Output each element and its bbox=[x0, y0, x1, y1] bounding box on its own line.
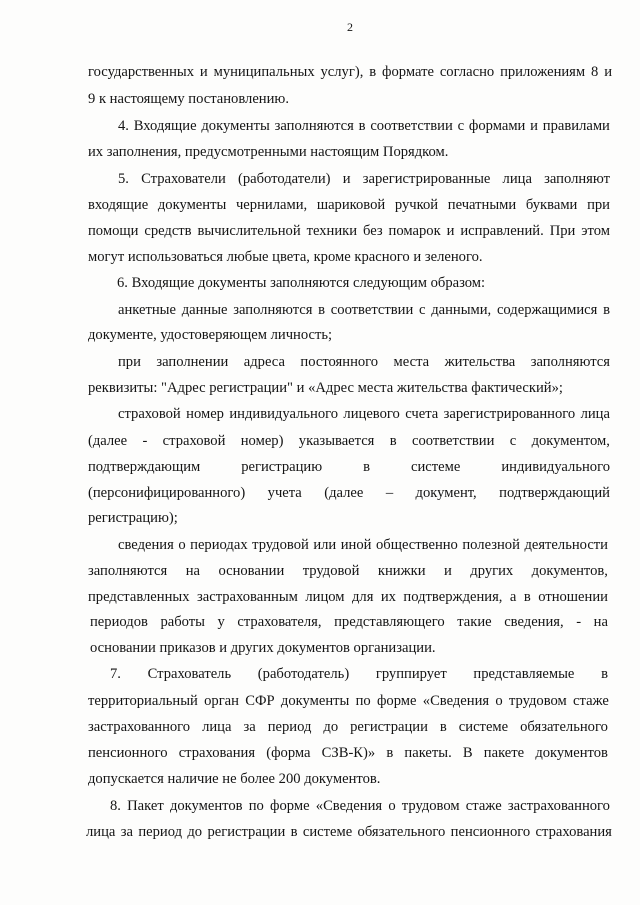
word: СЗВ-К)» bbox=[321, 745, 376, 761]
text-line bbox=[88, 744, 608, 763]
word: в bbox=[389, 433, 397, 449]
text-line bbox=[88, 692, 609, 711]
word: соответствии bbox=[411, 433, 495, 449]
word: формами bbox=[468, 118, 526, 134]
word: заполняются bbox=[274, 118, 354, 134]
word: в bbox=[603, 302, 610, 318]
word: входящие bbox=[88, 197, 149, 213]
word: в bbox=[523, 589, 531, 605]
word: в bbox=[358, 118, 366, 134]
text-line bbox=[118, 170, 610, 189]
text-line bbox=[88, 588, 608, 607]
word: трудовой bbox=[302, 563, 360, 579]
word: постоянного bbox=[300, 354, 379, 370]
word: буквами bbox=[525, 197, 578, 213]
text-line bbox=[88, 432, 610, 451]
word: муниципальных bbox=[213, 64, 315, 80]
word: подтверждающий bbox=[499, 485, 610, 501]
word: этом bbox=[581, 223, 610, 239]
word: - bbox=[576, 614, 582, 630]
word: приложениям bbox=[500, 64, 586, 80]
word: и bbox=[446, 223, 455, 239]
word: лицом bbox=[305, 589, 345, 605]
word: чернилами, bbox=[235, 197, 308, 213]
word: документ, bbox=[415, 485, 477, 501]
word: 8. bbox=[110, 798, 121, 814]
word: при bbox=[118, 354, 141, 370]
word: техники bbox=[306, 223, 358, 239]
word: представляющего bbox=[334, 614, 445, 630]
word: регистрации bbox=[207, 824, 286, 840]
text-line: 6. Входящие документы заполняются следующим образом: bbox=[117, 275, 486, 291]
word: пакете bbox=[483, 745, 525, 761]
word: СФР bbox=[245, 693, 275, 709]
text-line: допускается наличие не более 200 документов. bbox=[88, 771, 381, 787]
word: регистрацию bbox=[241, 459, 323, 475]
text-line bbox=[88, 196, 610, 215]
word: лица bbox=[202, 719, 232, 735]
word: печатными bbox=[447, 197, 517, 213]
word: соответствии bbox=[370, 118, 453, 134]
word: по bbox=[355, 693, 371, 709]
word: форме bbox=[376, 693, 417, 709]
word: обязательного bbox=[357, 824, 446, 840]
word: трудовом bbox=[508, 693, 567, 709]
word: период bbox=[267, 719, 312, 735]
word: такие bbox=[457, 614, 492, 630]
word: за bbox=[243, 719, 256, 735]
page-number: 2 bbox=[347, 20, 353, 34]
word: - bbox=[142, 433, 148, 449]
word: сведения bbox=[118, 537, 174, 553]
word: их bbox=[380, 589, 396, 605]
word: (работодатели) bbox=[237, 171, 331, 187]
word: заполняют bbox=[544, 171, 610, 187]
word: системе bbox=[302, 824, 353, 840]
word: представляемые bbox=[473, 666, 575, 682]
word: полезной bbox=[462, 537, 520, 553]
word: застрахованного bbox=[88, 719, 191, 735]
word: «Сведения bbox=[422, 693, 490, 709]
word: содержащимися bbox=[496, 302, 598, 318]
word: без bbox=[362, 223, 383, 239]
word: иной bbox=[340, 537, 372, 553]
text-line bbox=[118, 536, 608, 555]
word: места bbox=[393, 354, 430, 370]
word: соответствии bbox=[330, 302, 414, 318]
word: общественно bbox=[376, 537, 458, 553]
word: номер bbox=[186, 406, 224, 422]
text-line: регистрацию); bbox=[88, 510, 178, 526]
word: до bbox=[323, 719, 339, 735]
word: Пакет bbox=[127, 798, 164, 814]
word: книжки bbox=[377, 563, 426, 579]
word: в bbox=[369, 64, 377, 80]
text-line: основании приказов и других документов организации. bbox=[90, 640, 436, 656]
word: заполняются bbox=[530, 354, 610, 370]
word: «Сведения bbox=[315, 798, 383, 814]
word: согласно bbox=[439, 64, 495, 80]
word: документов, bbox=[531, 563, 608, 579]
word: периодах bbox=[190, 537, 248, 553]
text-line bbox=[110, 797, 610, 816]
word: с bbox=[509, 433, 517, 449]
word: периодов bbox=[90, 614, 148, 630]
word: на bbox=[185, 563, 200, 579]
word: счета bbox=[405, 406, 439, 422]
word: помарок bbox=[388, 223, 441, 239]
word: адреса bbox=[243, 354, 285, 370]
word: и bbox=[604, 64, 612, 80]
word: (форма bbox=[266, 745, 311, 761]
word: застрахованного bbox=[507, 798, 610, 814]
word: страхователя, bbox=[237, 614, 322, 630]
word: В bbox=[462, 745, 473, 761]
word: о bbox=[388, 798, 396, 814]
word: страховой bbox=[118, 406, 181, 422]
word: деятельности bbox=[524, 537, 608, 553]
word: в bbox=[318, 302, 326, 318]
word: 5. bbox=[118, 171, 129, 187]
word: шариковой bbox=[316, 197, 386, 213]
text-line: их заполнения, предусмотренными настоящим Порядком. bbox=[88, 144, 449, 160]
word: страховой bbox=[162, 433, 226, 449]
word: и bbox=[444, 563, 452, 579]
word: лица bbox=[580, 406, 610, 422]
word: услуг), bbox=[320, 64, 364, 80]
word: При bbox=[549, 223, 576, 239]
word: при bbox=[587, 197, 610, 213]
text-line bbox=[86, 823, 612, 842]
word: индивидуального bbox=[229, 406, 339, 422]
word: у bbox=[217, 614, 225, 630]
word: документы bbox=[157, 197, 227, 213]
word: документы bbox=[280, 693, 350, 709]
word: за bbox=[120, 824, 133, 840]
word: или bbox=[313, 537, 337, 553]
text-line bbox=[88, 222, 610, 241]
word: отношении bbox=[538, 589, 608, 605]
word: правилами bbox=[542, 118, 610, 134]
word: и bbox=[199, 64, 208, 80]
word: с bbox=[457, 118, 465, 134]
word: ручкой bbox=[394, 197, 439, 213]
word: заполнении bbox=[156, 354, 229, 370]
word: заполняются bbox=[233, 302, 313, 318]
word: обязательного bbox=[520, 719, 608, 735]
text-line bbox=[88, 458, 610, 477]
word: и bbox=[530, 118, 538, 134]
word: до bbox=[187, 824, 203, 840]
word: орган bbox=[204, 693, 239, 709]
word: стаже bbox=[465, 798, 502, 814]
word: пенсионного bbox=[88, 745, 168, 761]
word: а bbox=[509, 589, 517, 605]
word: лица bbox=[86, 824, 116, 840]
word: Входящие bbox=[133, 118, 197, 134]
word: вычислительной bbox=[197, 223, 301, 239]
word: – bbox=[385, 485, 394, 501]
word: с bbox=[418, 302, 426, 318]
word: системе bbox=[411, 459, 461, 475]
word: Страхователи bbox=[141, 171, 226, 187]
word: для bbox=[351, 589, 374, 605]
word: формате bbox=[382, 64, 434, 80]
word: регистрации bbox=[350, 719, 428, 735]
word: сведения, bbox=[504, 614, 564, 630]
word: страхования bbox=[178, 745, 256, 761]
word: пакеты. bbox=[404, 745, 452, 761]
word: 4. bbox=[118, 118, 129, 134]
word: (далее bbox=[88, 433, 128, 449]
word: группирует bbox=[375, 666, 447, 682]
text-line bbox=[88, 562, 608, 581]
word: подтверждения, bbox=[403, 589, 503, 605]
word: форме bbox=[270, 798, 310, 814]
word: заполняются bbox=[88, 563, 168, 579]
word: учета bbox=[267, 485, 302, 501]
word: зарегистрированного bbox=[443, 406, 576, 422]
word: представленных bbox=[88, 589, 190, 605]
text-line bbox=[118, 301, 610, 320]
word: трудовой bbox=[252, 537, 309, 553]
word: системе bbox=[458, 719, 509, 735]
word: (далее bbox=[324, 485, 364, 501]
word: в bbox=[601, 666, 608, 682]
word: по bbox=[248, 798, 264, 814]
word: документов bbox=[169, 798, 243, 814]
text-line: документе, удостоверяющем личность; bbox=[88, 327, 333, 343]
word: исправлений. bbox=[460, 223, 544, 239]
word: помощи bbox=[88, 223, 139, 239]
word: территориальный bbox=[88, 693, 198, 709]
word: зарегистрированные bbox=[362, 171, 491, 187]
word: 8 bbox=[591, 64, 599, 80]
word: подтверждающим bbox=[88, 459, 201, 475]
word: данные bbox=[181, 302, 228, 318]
word: застрахованным bbox=[196, 589, 298, 605]
word: работы bbox=[160, 614, 205, 630]
word: о bbox=[178, 537, 186, 553]
text-line: могут использоваться любые цвета, кроме красного и зеленого. bbox=[88, 249, 483, 265]
word: пенсионного bbox=[450, 824, 531, 840]
word: других bbox=[470, 563, 514, 579]
word: страхования bbox=[535, 824, 612, 840]
word: лица bbox=[502, 171, 532, 187]
word: в bbox=[439, 719, 447, 735]
text-line bbox=[88, 718, 608, 737]
text-line bbox=[118, 405, 610, 424]
word: трудовом bbox=[401, 798, 460, 814]
text-line bbox=[118, 117, 610, 136]
text-line bbox=[118, 353, 610, 372]
word: жительства bbox=[444, 354, 516, 370]
word: документы bbox=[201, 118, 270, 134]
word: стаже bbox=[573, 693, 609, 709]
word: Страхователь bbox=[147, 666, 232, 682]
word: средств bbox=[144, 223, 192, 239]
text-line bbox=[88, 63, 612, 82]
word: данными, bbox=[431, 302, 492, 318]
word: в bbox=[290, 824, 298, 840]
word: номер) bbox=[240, 433, 284, 449]
word: анкетные bbox=[118, 302, 176, 318]
word: государственных bbox=[88, 64, 195, 80]
word: период bbox=[138, 824, 183, 840]
text-line bbox=[88, 484, 610, 503]
word: и bbox=[342, 171, 351, 187]
text-line bbox=[90, 613, 608, 632]
text-line: реквизиты: "Адрес регистрации" и «Адрес места жительства фактический»; bbox=[88, 380, 563, 396]
word: в bbox=[363, 459, 371, 475]
word: индивидуального bbox=[501, 459, 610, 475]
word: 7. bbox=[110, 666, 121, 682]
word: в bbox=[386, 745, 394, 761]
text-line: 9 к настоящему постановлению. bbox=[88, 91, 289, 107]
word: (персонифицированного) bbox=[88, 485, 246, 501]
text-line bbox=[110, 665, 608, 684]
word: документов bbox=[535, 745, 608, 761]
word: о bbox=[495, 693, 503, 709]
word: указывается bbox=[298, 433, 375, 449]
word: документом, bbox=[531, 433, 610, 449]
word: основании bbox=[218, 563, 285, 579]
word: (работодатель) bbox=[257, 666, 350, 682]
word: на bbox=[593, 614, 608, 630]
word: лицевого bbox=[343, 406, 400, 422]
